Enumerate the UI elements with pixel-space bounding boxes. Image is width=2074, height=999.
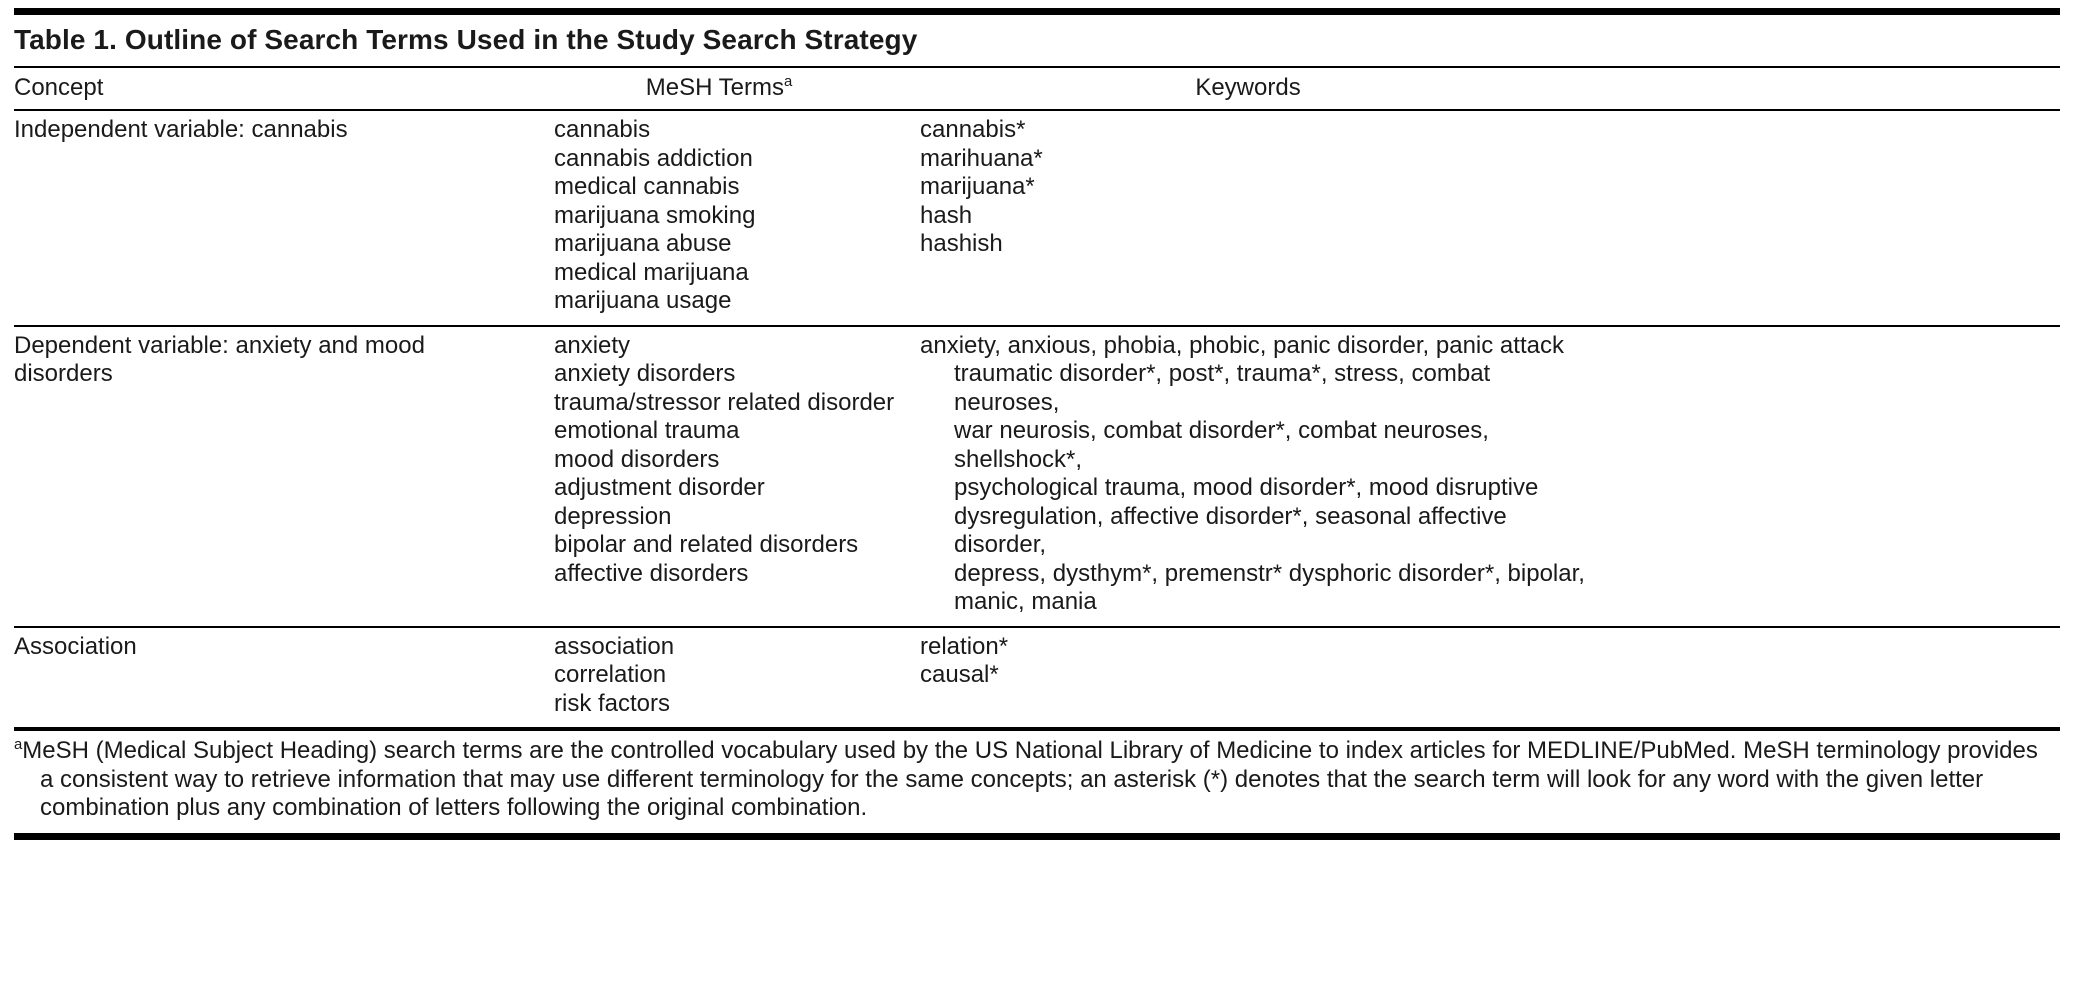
table-row-anxiety-mood	[14, 327, 2060, 628]
keywords-cell	[910, 116, 1600, 259]
text-line: anxiety, anxious, phobia, phobic, panic disorder, panic attack	[920, 331, 1564, 359]
text-line: marijuana*	[920, 173, 1035, 200]
concept-cell: Dependent variable: anxiety and mood disorders	[14, 331, 425, 387]
text-line: psychological trauma, mood disorder*, mood disruptive	[954, 474, 1539, 501]
text-line: traumatic disorder*, post*, trauma*, stress, combat neuroses,	[954, 360, 1491, 416]
concept-cell: Independent variable: cannabis	[14, 116, 348, 143]
bottom-rule	[14, 833, 2060, 840]
text-line: cannabis	[554, 116, 651, 143]
table-title: Table 1. Outline of Search Terms Used in the Study Search Strategy	[14, 24, 918, 55]
text-line: dysregulation, affective disorder*, seasonal affective disorder,	[954, 502, 1507, 558]
column-header-keywords: Keywords	[1195, 74, 1301, 101]
mesh-terms-cell	[542, 332, 910, 589]
text-line: anxiety disorders	[554, 360, 736, 387]
text-line: cannabis*	[920, 116, 1026, 143]
text-line: hashish	[920, 230, 1003, 257]
keywords-cell	[910, 332, 1600, 617]
text-line: association	[554, 632, 675, 660]
table-footnote	[14, 731, 2060, 833]
text-line: depression	[554, 502, 672, 530]
footnote-marker: a	[14, 737, 23, 753]
top-rule	[14, 8, 2060, 15]
column-header-concept: Concept	[14, 74, 104, 101]
text-line: emotional trauma	[554, 417, 740, 444]
text-line: hash	[920, 201, 973, 229]
mesh-terms-cell	[542, 633, 910, 719]
text-line: marijuana abuse	[554, 230, 732, 257]
text-line: medical marijuana	[554, 258, 749, 286]
text-line: anxiety	[554, 331, 631, 359]
keywords-cell	[910, 633, 1600, 690]
concept-cell: Association	[14, 632, 137, 660]
table-header-row	[14, 68, 2060, 109]
text-line: correlation	[554, 661, 667, 688]
text-line: marijuana smoking	[554, 201, 756, 229]
text-line: war neurosis, combat disorder*, combat neuroses, shellshock*,	[954, 417, 1489, 473]
text-line: risk factors	[554, 689, 671, 717]
text-line: affective disorders	[554, 559, 749, 587]
text-line: depress, dysthym*, premenstr* dysphoric disorder*, bipolar,	[954, 559, 1585, 587]
text-line: cannabis addiction	[554, 144, 753, 172]
text-line: bipolar and related disorders	[554, 531, 859, 558]
mesh-header-label: MeSH Terms	[645, 74, 784, 101]
mesh-terms-cell	[542, 116, 910, 316]
text-line: marihuana*	[920, 144, 1043, 172]
text-line: mood disorders	[554, 445, 720, 473]
text-line: causal*	[920, 661, 999, 688]
text-line: manic, mania	[954, 588, 1097, 615]
table-row-association	[14, 628, 2060, 730]
mesh-header-superscript: a	[783, 74, 793, 90]
text-line: marijuana usage	[554, 287, 732, 314]
text-line: medical cannabis	[554, 173, 740, 200]
footnote-text: MeSH (Medical Subject Heading) search terms are the controlled vocabulary used by the US National Library of Medicine to index articles for MEDLINE/PubMed. MeSH terminology provides a consistent way to retrieve information that may use different terminology for the same concepts; an asterisk (*) denotes that the search term will look for any word with the given letter combination plus any combination of letters following the original combination.	[22, 737, 2038, 821]
text-line: adjustment disorder	[554, 474, 765, 501]
table-row-cannabis	[14, 111, 2060, 327]
text-line: relation*	[920, 632, 1009, 660]
text-line: trauma/stressor related disorder	[554, 388, 895, 416]
column-header-mesh-terms	[542, 74, 910, 102]
